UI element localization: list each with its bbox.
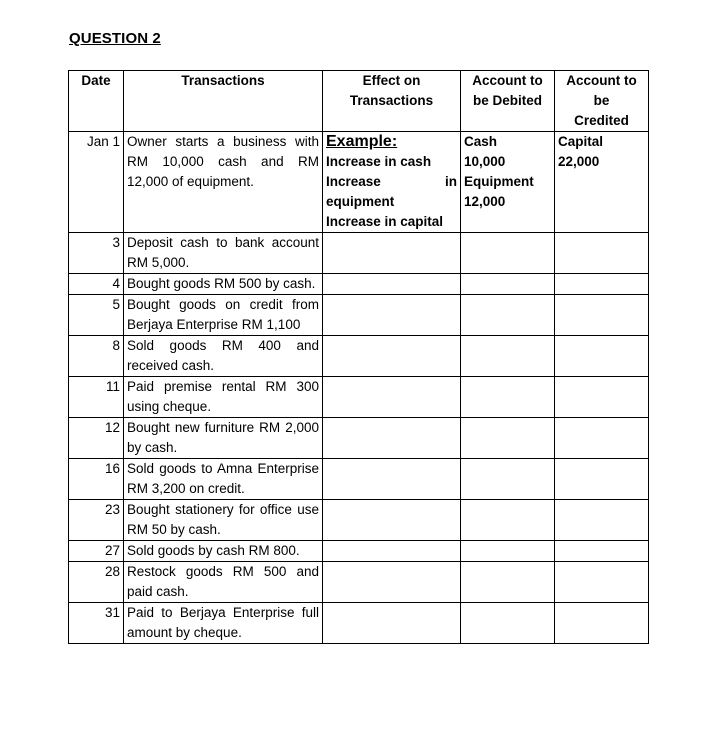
example-row <box>69 132 649 233</box>
effect-line: equipment <box>326 194 395 209</box>
transaction-cell: Bought goods RM 500 by cash. <box>124 274 323 295</box>
table-row <box>69 418 649 459</box>
header-effect <box>323 71 461 132</box>
credit-cell[interactable] <box>555 562 649 603</box>
debit-line: 12,000 <box>464 194 506 209</box>
date-cell: 11 <box>69 377 124 418</box>
date-cell: Jan 1 <box>69 132 124 233</box>
debit-cell[interactable] <box>461 459 555 500</box>
date-cell: 23 <box>69 500 124 541</box>
effect-cell[interactable] <box>323 274 461 295</box>
table-row <box>69 541 649 562</box>
example-label: Example: <box>326 133 398 150</box>
debit-cell[interactable] <box>461 541 555 562</box>
header-transactions: Transactions <box>124 71 323 132</box>
effect-cell[interactable] <box>323 500 461 541</box>
credit-cell <box>555 132 649 233</box>
credit-cell[interactable] <box>555 336 649 377</box>
debit-cell[interactable] <box>461 295 555 336</box>
debit-line: Cash <box>464 134 498 149</box>
effect-cell[interactable] <box>323 603 461 644</box>
date-cell: 3 <box>69 233 124 274</box>
credit-line: 22,000 <box>558 154 600 169</box>
header-credit-line: be <box>593 93 610 108</box>
debit-cell[interactable] <box>461 336 555 377</box>
date-cell: 27 <box>69 541 124 562</box>
transaction-cell: Sold goods to Amna Enterprise RM 3,200 on credit. <box>124 459 323 500</box>
date-cell: 28 <box>69 562 124 603</box>
header-debit <box>461 71 555 132</box>
header-debit-line: Account to <box>472 73 543 88</box>
header-effect-line: Effect on <box>362 73 421 88</box>
table-row <box>69 336 649 377</box>
effect-cell <box>323 132 461 233</box>
table-row <box>69 603 649 644</box>
credit-cell[interactable] <box>555 500 649 541</box>
effect-line: Increase in cash <box>326 154 432 169</box>
debit-line: 10,000 <box>464 154 506 169</box>
effect-cell[interactable] <box>323 336 461 377</box>
debit-cell[interactable] <box>461 500 555 541</box>
transaction-cell: Deposit cash to bank account RM 5,000. <box>124 233 323 274</box>
effect-cell[interactable] <box>323 562 461 603</box>
transactions-table <box>68 70 649 644</box>
date-cell: 5 <box>69 295 124 336</box>
effect-cell[interactable] <box>323 295 461 336</box>
table-row <box>69 274 649 295</box>
date-cell: 4 <box>69 274 124 295</box>
date-cell: 8 <box>69 336 124 377</box>
header-credit <box>555 71 649 132</box>
effect-cell[interactable] <box>323 377 461 418</box>
credit-cell[interactable] <box>555 603 649 644</box>
date-cell: 31 <box>69 603 124 644</box>
table-row <box>69 500 649 541</box>
table-row <box>69 459 649 500</box>
date-cell: 16 <box>69 459 124 500</box>
credit-cell[interactable] <box>555 541 649 562</box>
debit-cell[interactable] <box>461 377 555 418</box>
page-title: QUESTION 2 <box>69 30 161 47</box>
credit-cell[interactable] <box>555 274 649 295</box>
debit-cell[interactable] <box>461 274 555 295</box>
transaction-cell: Paid premise rental RM 300 using cheque. <box>124 377 323 418</box>
transaction-cell: Bought new furniture RM 2,000 by cash. <box>124 418 323 459</box>
credit-cell[interactable] <box>555 418 649 459</box>
credit-cell[interactable] <box>555 377 649 418</box>
transaction-cell: Paid to Berjaya Enterprise full amount by cheque. <box>124 603 323 644</box>
debit-cell[interactable] <box>461 418 555 459</box>
table-row <box>69 295 649 336</box>
transaction-cell: Restock goods RM 500 and paid cash. <box>124 562 323 603</box>
debit-cell[interactable] <box>461 562 555 603</box>
credit-line: Capital <box>558 134 604 149</box>
effect-line: Increase in <box>326 174 457 189</box>
debit-cell <box>461 132 555 233</box>
header-row <box>69 71 649 132</box>
table-row <box>69 377 649 418</box>
debit-line: Equipment <box>464 174 534 189</box>
effect-line: Increase in capital <box>326 214 444 229</box>
credit-cell[interactable] <box>555 459 649 500</box>
effect-cell[interactable] <box>323 418 461 459</box>
transaction-cell: Bought goods on credit from Berjaya Enterprise RM 1,100 <box>124 295 323 336</box>
transaction-cell: Owner starts a business with RM 10,000 cash and RM 12,000 of equipment. <box>124 132 323 233</box>
effect-cell[interactable] <box>323 541 461 562</box>
table-row <box>69 233 649 274</box>
transaction-cell: Sold goods RM 400 and received cash. <box>124 336 323 377</box>
table-row <box>69 562 649 603</box>
date-cell: 12 <box>69 418 124 459</box>
effect-cell[interactable] <box>323 459 461 500</box>
header-effect-line: Transactions <box>349 93 434 108</box>
debit-cell[interactable] <box>461 233 555 274</box>
header-credit-line: Account to <box>566 73 637 88</box>
credit-cell[interactable] <box>555 233 649 274</box>
header-date: Date <box>69 71 124 132</box>
transaction-cell: Bought stationery for office use RM 50 by cash. <box>124 500 323 541</box>
effect-cell[interactable] <box>323 233 461 274</box>
header-debit-line: be Debited <box>472 93 542 108</box>
credit-cell[interactable] <box>555 295 649 336</box>
transaction-cell: Sold goods by cash RM 800. <box>124 541 323 562</box>
debit-cell[interactable] <box>461 603 555 644</box>
header-credit-line: Credited <box>574 113 629 128</box>
